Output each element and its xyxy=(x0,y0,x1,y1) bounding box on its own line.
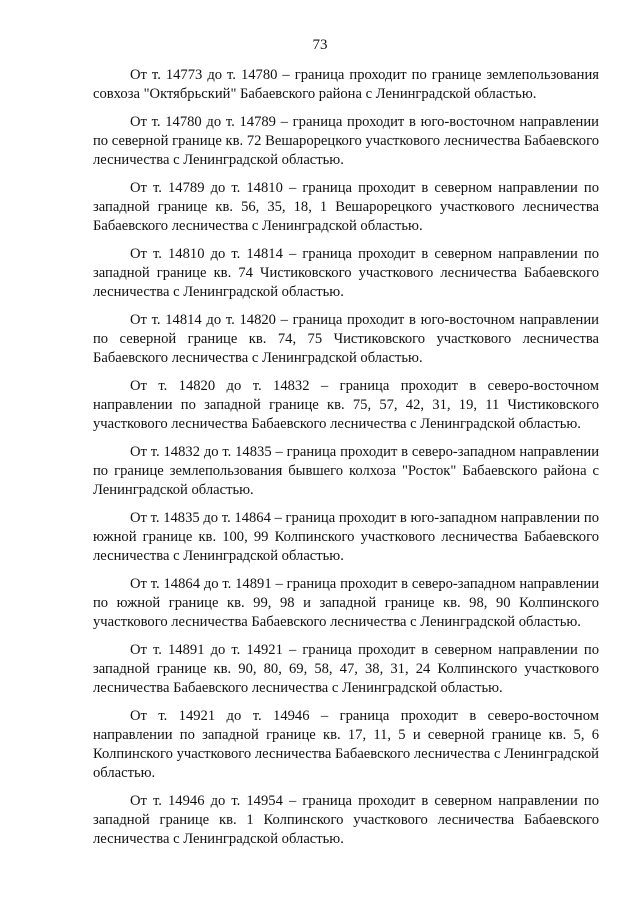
paragraph-12: От т. 14946 до т. 14954 – граница проходит в северном направлении по западной границе кв. 1 Колпинского участкового лесничества Бабаевского лесничества с Ленинградской областью. xyxy=(93,793,599,847)
paragraph-9: От т. 14864 до т. 14891 – граница проходит в северо-западном направлении по южной границе кв. 99, 98 и западной границе кв. 98, 90 Колпинского участкового лесничества Бабаевского лесничества с Ленинградской областью. xyxy=(93,576,599,630)
page-number: 73 xyxy=(312,37,328,53)
paragraph-2: От т. 14780 до т. 14789 – граница проходит в юго-восточном направлении по северной границе кв. 72 Вешарорецкого участкового лесничества Бабаевского лесничества с Ленинградской областью. xyxy=(93,114,599,168)
paragraph-6: От т. 14820 до т. 14832 – граница проходит в северо-восточном направлении по западной границе кв. 75, 57, 42, 31, 19, 11 Чистиковского участкового лесничества Бабаевского лесничества с Ленинградской областью. xyxy=(93,378,599,432)
paragraph-7: От т. 14832 до т. 14835 – граница проходит в северо-западном направлении по границе землепользования бывшего колхоза "Росток" Бабаевского района с Ленинградской областью. xyxy=(93,444,599,498)
paragraph-5: От т. 14814 до т. 14820 – граница проходит в юго-восточном направлении по северной границе кв. 74, 75 Чистиковского участкового лесничества Бабаевского лесничества с Ленинградской областью. xyxy=(93,312,599,366)
document-body xyxy=(93,66,599,858)
paragraph-10: От т. 14891 до т. 14921 – граница проходит в северном направлении по западной границе кв. 90, 80, 69, 58, 47, 38, 31, 24 Колпинского участкового лесничества Бабаевского лесничества с Ленинградской областью. xyxy=(93,642,599,696)
paragraph-3: От т. 14789 до т. 14810 – граница проходит в северном направлении по западной границе кв. 56, 35, 18, 1 Вешарорецкого участкового лесничества Бабаевского лесничества с Ленинградской областью. xyxy=(93,180,599,234)
paragraph-1: От т. 14773 до т. 14780 – граница проходит по границе землепользования совхоза "Октябрьский" Бабаевского района с Ленинградской областью. xyxy=(93,67,599,102)
paragraph-8: От т. 14835 до т. 14864 – граница проходит в юго-западном направлении по южной границе кв. 100, 99 Колпинского участкового лесничества Бабаевского лесничества с Ленинградской областью. xyxy=(93,510,599,564)
paragraph-4: От т. 14810 до т. 14814 – граница проходит в северном направлении по западной границе кв. 74 Чистиковского участкового лесничества Бабаевского лесничества с Ленинградской областью. xyxy=(93,246,599,300)
paragraph-11: От т. 14921 до т. 14946 – граница проходит в северо-восточном направлении по западной границе кв. 17, 11, 5 и северной границе кв. 5, 6 Колпинского участкового лесничества Бабаевского лесничества с Ленинградской областью. xyxy=(93,708,599,781)
